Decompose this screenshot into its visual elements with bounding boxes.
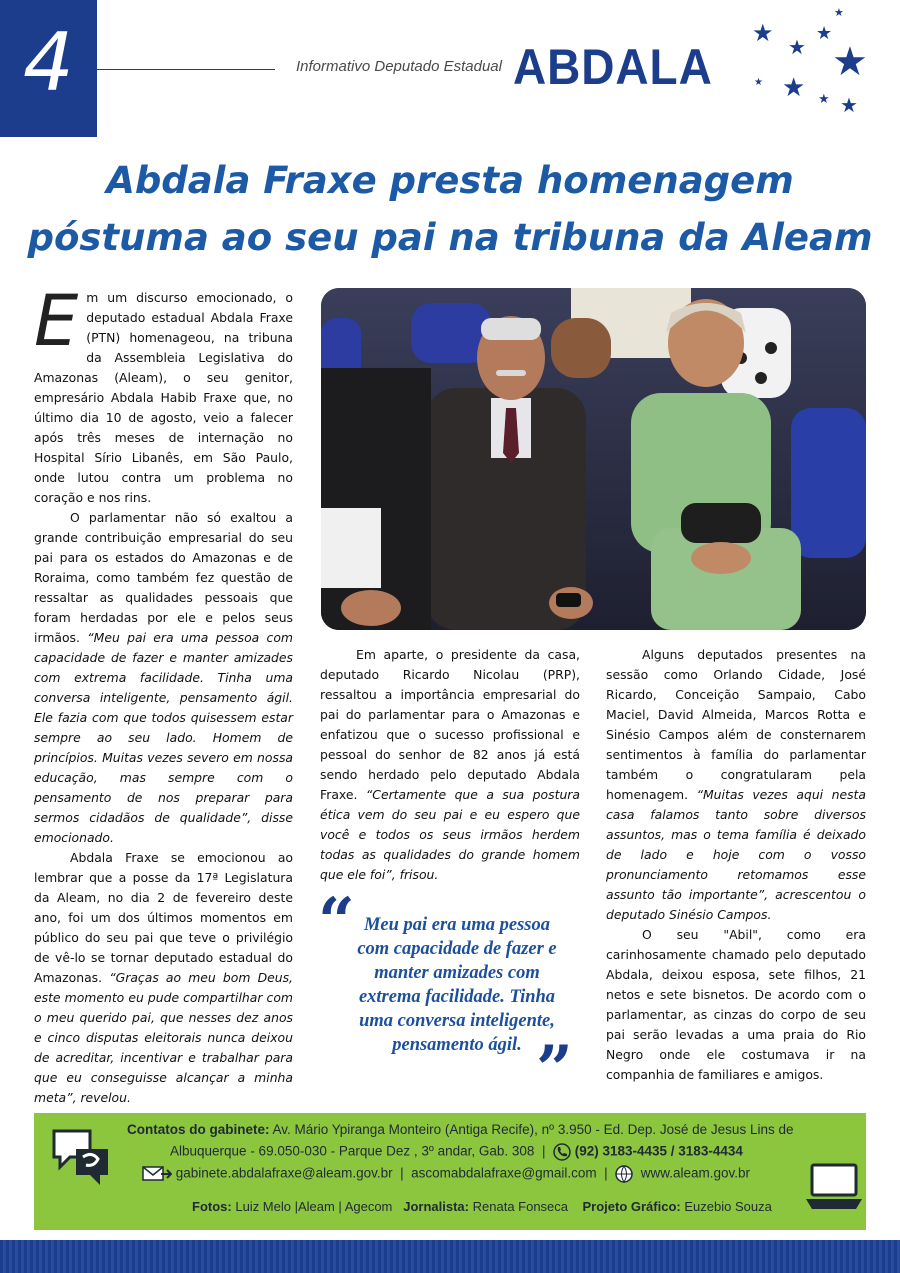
- star-icon: ★: [754, 77, 763, 88]
- article-paragraph: O parlamentar não só exaltou a grande contribuição empresarial do seu pai para os estados do Amazonas e de Roraima, como também fez questão de ressaltar as qualidades pessoais que foram herdadas por ele e pelos seus irmãos. “Meu pai era uma pessoa com capacidade de fazer e manter amizades com extrema facilidade. Tinha uma conversa inteligente, pensamento ágil. Ele fazia com que todos quisessem estar sempre ao seu lado. Homem de princípios. Muitas vezes severo em nossa educação, mas sempre com o pensamento de nos preparar para sermos cidadãos de qualidade”, disse emocionado.: [34, 510, 293, 845]
- article-photo: [321, 288, 866, 630]
- open-quote-mark: “: [318, 884, 355, 959]
- stars-decoration: [740, 0, 900, 130]
- quote-text: “Certamente que a sua postura ética vem do seu pai e eu espero que você e todos os seus irmãos herdem todas as qualidades do grande homem que ele foi”, frisou.: [320, 787, 580, 882]
- photo-illustration: [321, 288, 866, 630]
- contact-address-1: Av. Mário Ypiranga Monteiro (Antiga Recife), nº 3.950 - Ed. Dep. José de Jesus Lins de: [272, 1122, 794, 1137]
- contact-phone[interactable]: (92) 3183-4435 / 3183-4434: [574, 1143, 743, 1159]
- star-icon: ★: [832, 40, 868, 84]
- newsletter-subtitle: Informativo Deputado Estadual: [296, 58, 502, 75]
- close-quote-mark: ”: [536, 1032, 573, 1107]
- drop-cap: E: [34, 280, 79, 362]
- article-paragraph: Abdala Fraxe se emocionou ao lembrar que a posse da 17ª Legislatura da Aleam, no dia 2 de fevereiro deste ano, foi um dos últimos momentos em público do seu pai que teve o privilégio de vê-lo se tornar deputado estadual do Amazonas. “Graças ao meu bom Deus, este momento eu pude compartilhar com o meu querido pai, que nesses dez anos e cinco disputas eleitorais nunca deixou de acreditar, incentivar e trabalhar para que eu conseguisse alcançar a minha meta”, revelou.: [34, 850, 293, 1105]
- star-icon: ★: [834, 7, 844, 19]
- star-icon: ★: [752, 20, 774, 47]
- speech-bubbles-icon: [50, 1127, 112, 1187]
- headline-line-1: Abdala Fraxe presta homenagem: [106, 159, 794, 202]
- credits-line: Fotos: Luiz Melo |Aleam | Agecom Jornalista: Renata Fonseca Projeto Gráfico: Euzebio Souza: [192, 1199, 772, 1214]
- star-icon: ★: [816, 23, 833, 43]
- contact-email-1[interactable]: gabinete.abdalafraxe@aleam.gov.br: [175, 1165, 393, 1181]
- contact-label: Contatos do gabinete:: [127, 1122, 270, 1137]
- web-icon: [615, 1165, 633, 1183]
- article-column-3: [606, 645, 866, 1085]
- article-paragraph: Em um discurso emocionado, o deputado estadual Abdala Fraxe (PTN) homenageou, na tribuna da Assembleia Legislativa do Amazonas (Aleam), o seu genitor, empresário Abdala Habib Fraxe que, no último dia 10 de agosto, veio a falecer após três meses de internação no Hospital Sírio Libanês, em São Paulo, onde lutou contra um problema no coração e nos rins.: [34, 280, 293, 505]
- contact-email-2[interactable]: ascomabdalafraxe@gmail.com: [411, 1165, 597, 1181]
- quote-text: “Graças ao meu bom Deus, este momento eu pude compartilhar com o meu querido pai, que nesses dez anos e cinco disputas eleitorais nunca deixou de acreditar, incentivar e trabalhar para que eu conseguisse alcançar a minha meta”, revelou.: [34, 970, 293, 1105]
- laptop-icon: [804, 1159, 864, 1213]
- quote-text: “Muitas vezes aqui nesta casa falamos tanto sobre diversos assuntos, mas o tema família é deixado de lado e hoje com o vosso pronunciamento retomamos esse assunto tão importante”, acrescentou o deputado Sinésio Campos.: [606, 787, 866, 922]
- page-number-box: [0, 0, 97, 137]
- brand-title: ABDALA: [513, 39, 713, 95]
- article-paragraph: Em aparte, o presidente da casa, deputado Ricardo Nicolau (PRP), ressaltou a importância empresarial do pai do parlamentar para o Amazonas e enfatizou que o sucesso profissional e pessoal do senhor de 82 anos já está sendo herdado pelo deputado Abdala Fraxe. “Certamente que a sua postura ética vem do seu pai e eu espero que você e todos os seus irmãos herdem todas as qualidades do grande homem que ele foi”, frisou.: [320, 647, 580, 882]
- contact-email-line: gabinete.abdalafraxe@aleam.gov.br | ascomabdalafraxe@gmail.com | www.aleam.gov.br: [142, 1165, 750, 1183]
- photo-credit: Luiz Melo |Aleam | Agecom: [235, 1199, 393, 1214]
- star-icon: ★: [782, 72, 806, 102]
- header-rule: [97, 69, 275, 70]
- star-icon: ★: [818, 91, 830, 106]
- article-paragraph: Alguns deputados presentes na sessão como Orlando Cidade, José Ricardo, Conceição Sampaio, Cabo Maciel, David Almeida, Marcos Rotta e Sinésio Campos além de consternarem sentimentos à família do parlamentar também o congratularam pela homenagem. “Muitas vezes aqui nesta casa falamos tanto sobre diversos assuntos, mas o tema família é deixado de lado e hoje com o vosso pronunciamento retomamos esse assunto tão importante”, acrescentou o deputado Sinésio Campos.: [606, 647, 866, 922]
- article-column-1: [34, 280, 293, 1108]
- headline-line-2: póstuma ao seu pai na tribuna da Aleam: [27, 216, 873, 259]
- star-icon: ★: [840, 95, 858, 117]
- contact-box: [34, 1113, 866, 1230]
- quote-text: “Meu pai era uma pessoa com capacidade de fazer e manter amizades com extrema facilidade. Tinha uma conversa inteligente, pensamento ágil. Ele fazia com que todos quisessem estar sempre ao seu lado. Homem de princípios. Muitas vezes severo em nossa educação, mas sempre com o pensamento de nos preparar para sermos cidadãos de qualidade”, disse emocionado.: [34, 630, 293, 845]
- contact-address-2: Albuquerque - 69.050-030 - Parque Dez , 3º andar, Gab. 308: [170, 1143, 535, 1159]
- design-credit: Euzebio Souza: [684, 1199, 772, 1214]
- envelope-icon: [142, 1165, 172, 1183]
- contact-website[interactable]: www.aleam.gov.br: [640, 1165, 750, 1181]
- page-number: 4: [23, 16, 74, 109]
- journalist-credit: Renata Fonseca: [472, 1199, 569, 1214]
- article-column-2: [320, 645, 580, 885]
- article-paragraph: O seu "Abil", como era carinhosamente chamado pelo deputado Abdala, deixou esposa, sete filhos, 21 netos e sete bisnetos. De acordo com o parlamentar, as cinzas do corpo de seu pai serão levadas a uma praia do Rio Negro onde ele costumava ir na companhia de familiares e amigos.: [606, 927, 866, 1082]
- headline: [20, 152, 880, 266]
- star-icon: ★: [788, 37, 806, 59]
- contact-address-line-2: Albuquerque - 69.050-030 - Parque Dez , 3º andar, Gab. 308 | (92) 3183-4435 / 3183-4434: [170, 1143, 743, 1161]
- phone-icon: [553, 1143, 571, 1161]
- footer-band: [0, 1240, 900, 1273]
- pull-quote-text: Meu pai era uma pessoa com capacidade de fazer e manter amizades com extrema facilidade. Tinha uma conversa inteligente, pensamento ágil.: [357, 915, 557, 1055]
- contact-address-line-1: [127, 1122, 793, 1137]
